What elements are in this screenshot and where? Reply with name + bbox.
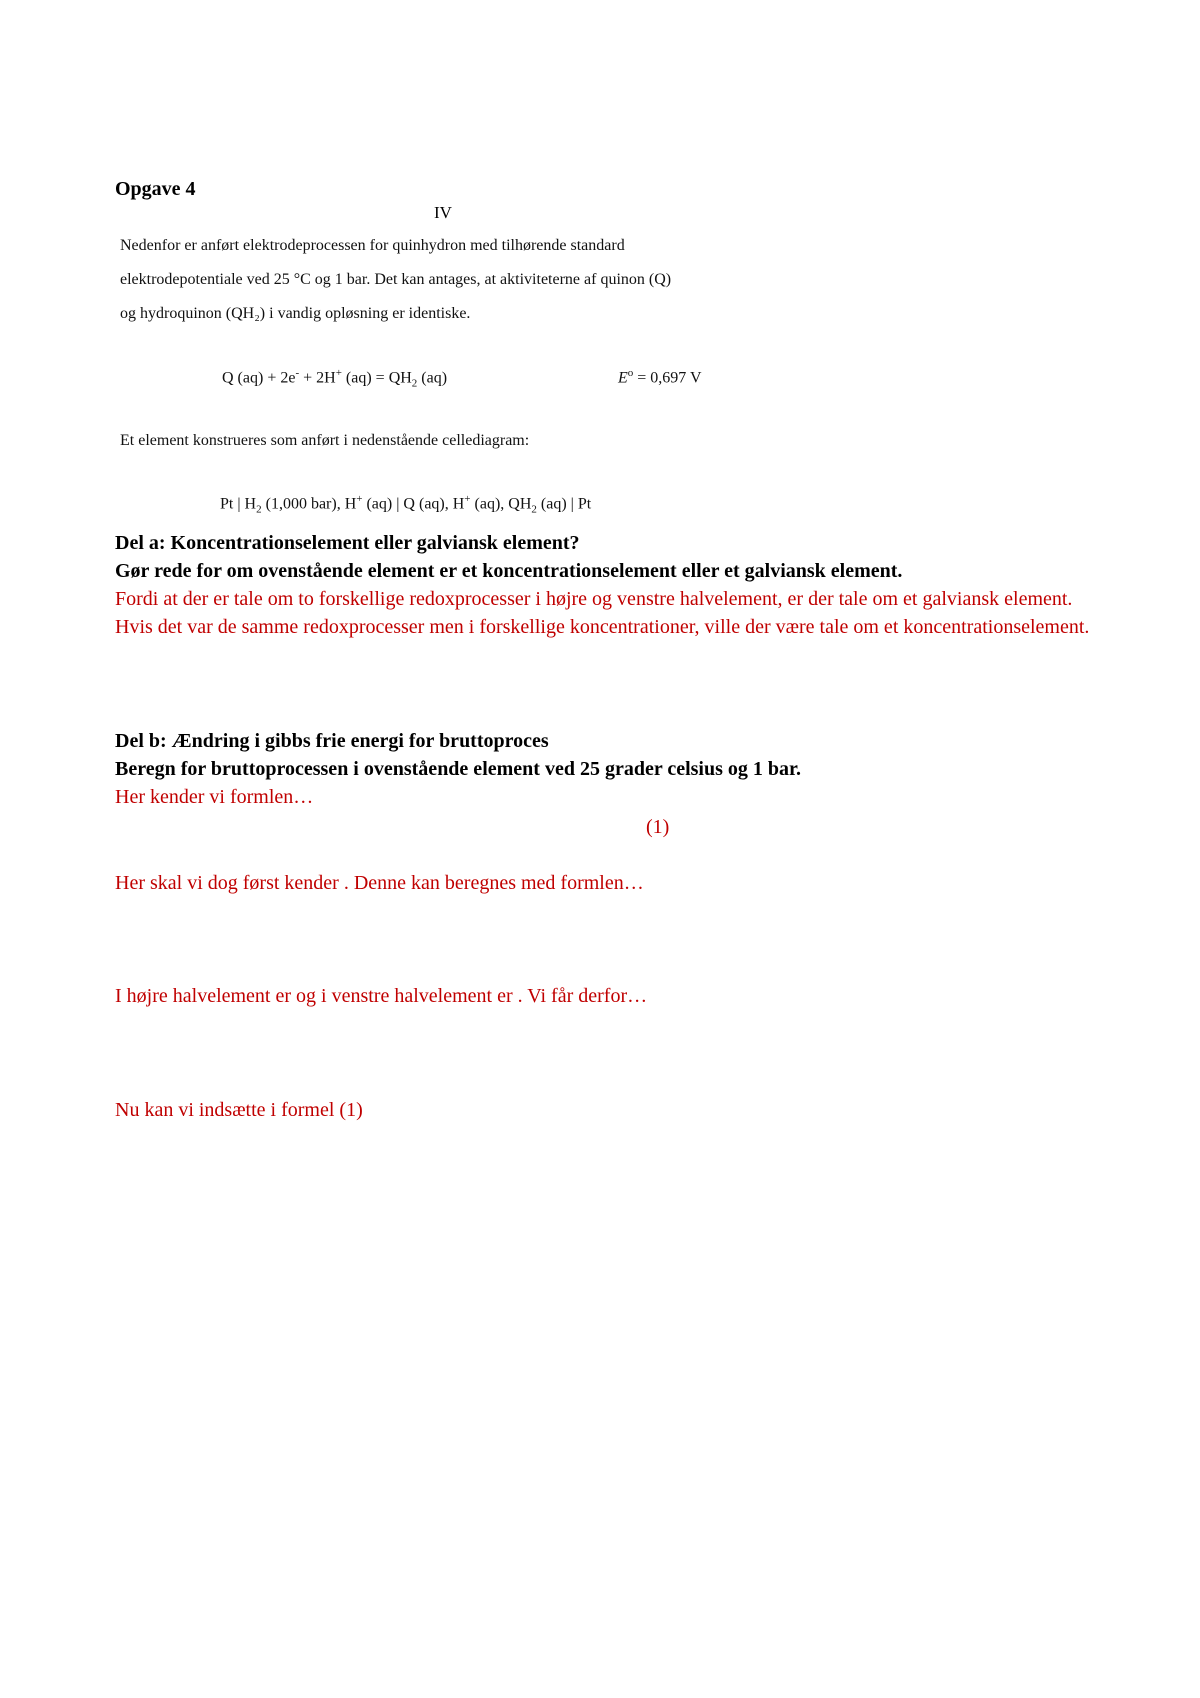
del-a-section [115, 529, 1125, 641]
del-a-answer-2: Hvis det var de samme redoxprocesser men i forskellige koncentrationer, ville der være tale om et koncentrationselement. [115, 616, 1090, 638]
roman-numeral: IV [434, 203, 452, 222]
del-b-line-4: Nu kan vi indsætte i formel (1) [115, 1099, 363, 1121]
cell-diagram: Pt | $H_2$ (1,000 bar), H+ (aq) | Q (aq), H+ (aq), $QH_2$ (aq) | Pt [220, 493, 592, 516]
del-a-question: Gør rede for om ovenstående element er et koncentrationselement eller et galviansk element. [115, 560, 903, 582]
del-b-line-3: I højre halvelement er og i venstre halvelement er . Vi får derfor… [115, 985, 648, 1007]
intro-line-3: og hydroquinon (QH₂) i vandig opløsning er identiske. [120, 305, 471, 322]
intro-line-1: Nedenfor er anført elektrodeprocessen for quinhydron med tilhørende standard [120, 237, 625, 254]
del-b-line-1: Her kender vi formlen… [115, 786, 314, 808]
cell-diagram-intro: Et element konstrueres som anført i nedenstående cellediagram: [120, 432, 530, 449]
assignment-heading: Opgave 4 [115, 178, 196, 200]
reaction-equation: Q (aq) + 2e- + 2H+ $(aq) = QH_2$ (aq) [222, 367, 448, 390]
del-b-section [115, 727, 1125, 811]
del-b-question: Beregn for bruttoprocessen i ovenstående element ved 25 grader celsius og 1 bar. [115, 758, 802, 780]
del-b-title: Del b: Ændring i gibbs frie energi for bruttoproces [115, 730, 549, 752]
equation-number: (1) [646, 816, 670, 838]
del-a-answer-1: Fordi at der er tale om to forskellige redoxprocesser i højre og venstre halvelement, er der tale om et galviansk element. [115, 588, 1073, 610]
del-b-line-2: Her skal vi dog først kender . Denne kan beregnes med formlen… [115, 872, 644, 894]
intro-line-2: elektrodepotentiale ved 25 °C og 1 bar. Det kan antages, at aktiviteterne af quinon (Q) [120, 271, 672, 288]
del-a-title: Del a: Koncentrationselement eller galviansk element? [115, 532, 580, 554]
standard-potential: $E^o = 0,697$ V [618, 367, 702, 387]
